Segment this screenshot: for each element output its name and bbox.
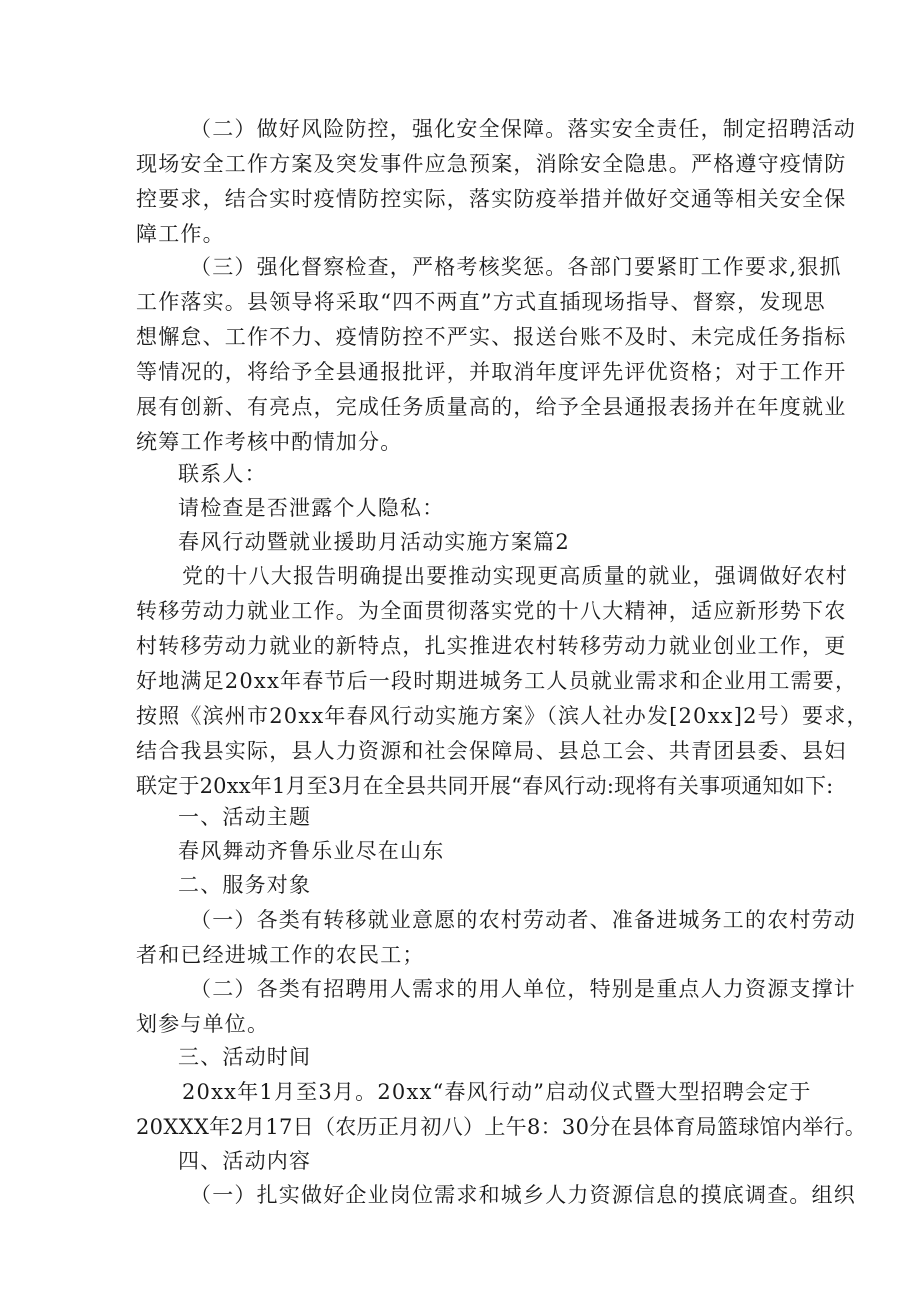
text-line: 按照《滨州市20xx年春风行动实施方案》（滨人社办发[20xx]2号）要求，	[136, 704, 869, 728]
text-line: 障工作。	[136, 222, 225, 246]
paragraph-content-first-line: （一）扎实做好企业岗位需求和城乡人力资源信息的摸底调查。组织	[190, 1183, 856, 1207]
privacy-notice: 请检查是否泄露个人隐私：	[178, 496, 445, 520]
paragraph-target-employers	[136, 972, 856, 1042]
text-line: 20XXX年2月17日（农历正月初八）上午8：30分在县体育局篮球馆内举行。	[136, 1115, 867, 1139]
theme-text: 春风舞动齐鲁乐业尽在山东	[178, 839, 445, 863]
heading-theme: 一、活动主题	[178, 805, 312, 829]
text-line: 20xx年1月至3月。20xx“春风行动”启动仪式暨大型招聘会定于	[182, 1080, 812, 1104]
section-title: 春风行动暨就业援助月活动实施方案篇2	[178, 530, 570, 554]
text-line: 党的十八大报告明确提出要推动实现更高质量的就业，强调做好农村	[182, 564, 848, 588]
text-line: （二）做好风险防控，强化安全保障。落实安全责任，制定招聘活动	[190, 117, 856, 141]
text-line: 等情况的，将给予全县通报批评，并取消年度评先评优资格；对于工作开	[136, 360, 847, 384]
text-line: 联定于20xx年1月至3月在全县共同开展“春风行动:现将有关事项通知如下:	[136, 774, 834, 798]
text-line: 控要求，结合实时疫情防控实际，落实防疫举措并做好交通等相关安全保	[136, 187, 847, 211]
text-line: 村转移劳动力就业的新特点，扎实推进农村转移劳动力就业创业工作，更	[136, 634, 847, 658]
paragraph-risk-control	[136, 112, 856, 252]
paragraph-supervision	[136, 250, 847, 460]
text-line: 展有创新、有亮点，完成任务质量高的，给予全县通报表扬并在年度就业	[136, 395, 847, 419]
heading-service-targets: 二、服务对象	[178, 873, 312, 897]
paragraph-target-workers	[136, 903, 856, 973]
text-line: （三）强化督察检查，严格考核奖惩。各部门要紧盯工作要求,狠抓	[190, 255, 842, 279]
text-line: 结合我县实际，县人力资源和社会保障局、县总工会、共青团县委、县妇	[136, 739, 847, 763]
text-line: 好地满足20xx年春节后一段时期进城务工人员就业需求和企业用工需要，	[136, 669, 858, 693]
text-line: 者和已经进城工作的农民工；	[136, 943, 425, 967]
heading-activity-content: 四、活动内容	[178, 1149, 312, 1173]
contact-label: 联系人：	[178, 462, 267, 486]
paragraph-intro	[136, 559, 869, 804]
text-line: （二）各类有招聘用人需求的用人单位，特别是重点人力资源支撑计	[190, 977, 856, 1001]
text-line: 现场安全工作方案及突发事件应急预案，消除安全隐患。严格遵守疫情防	[136, 152, 847, 176]
text-line: 划参与单位。	[136, 1012, 270, 1036]
text-line: 统筹工作考核中酌情加分。	[136, 430, 403, 454]
heading-activity-time: 三、活动时间	[178, 1045, 312, 1069]
text-line: （一）各类有转移就业意愿的农村劳动者、准备进城务工的农村劳动	[190, 908, 856, 932]
paragraph-activity-time	[136, 1075, 867, 1145]
text-line: 工作落实。县领导将采取“四不两直”方式直插现场指导、督察，发现思	[136, 290, 826, 314]
text-line: 想懈怠、工作不力、疫情防控不严实、报送台账不及时、未完成任务指标	[136, 325, 847, 349]
text-line: 转移劳动力就业工作。为全面贯彻落实党的十八大精神，适应新形势下农	[136, 599, 847, 623]
